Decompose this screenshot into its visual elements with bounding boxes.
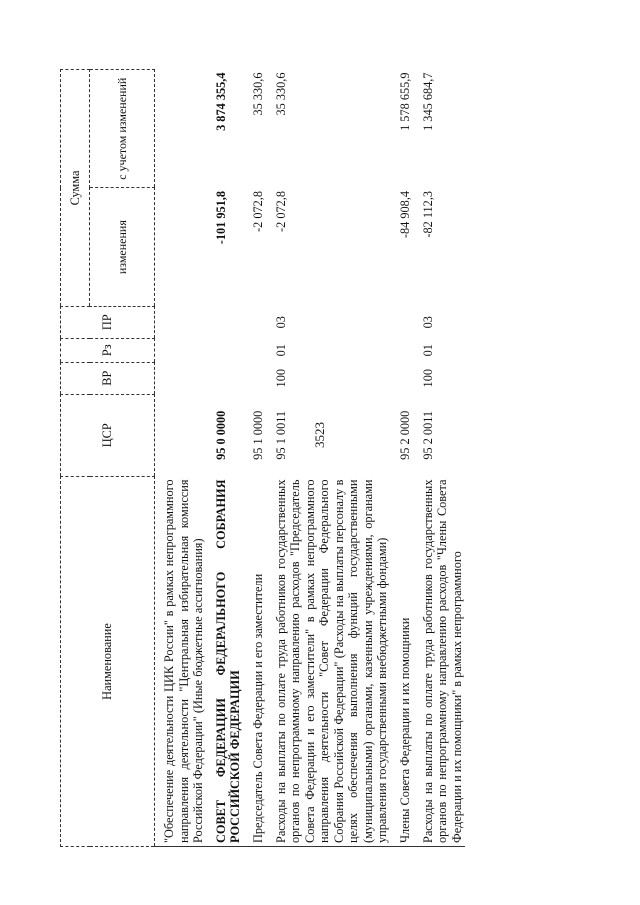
header-row [61, 70, 90, 847]
budget-table [60, 69, 465, 847]
header-csr: ЦСР [61, 394, 155, 476]
header-changes: изменения [90, 188, 155, 306]
row-name: Расходы на выплаты по оплате труда работников государственных органов по непрограммному направлению расходов "Члены Совета Федерации и их помощники" в рамках непрограммного [420, 477, 466, 847]
row-change: -2 072,8 [273, 190, 288, 232]
row-rz [250, 338, 267, 362]
row-pr [397, 306, 414, 338]
row-vr [397, 362, 414, 394]
row-vr: 100 [273, 368, 288, 388]
table-row [250, 70, 267, 847]
row-vr: 100 [420, 368, 435, 388]
row-change [161, 188, 207, 306]
row-name: Расходы на выплаты по оплате труда работников государственных органов по непрограммному направлению расходов "Председатель Совета Федерации и его заместители" в рамках непрограммного направления деятельности "Совет Федерации Федерального Собрания Российской Федерации" (Расходы на выплаты персоналу в целях обеспечения выполнения функций государственными (муниципальными) органами, казенными учреждениями, органами управления государственными внебюджетными фондами) [273, 477, 391, 847]
table-row [161, 70, 207, 847]
page-number: 3523 [312, 422, 327, 448]
row-rz [397, 338, 414, 362]
row-pr: 03 [420, 316, 435, 329]
table-row [397, 70, 414, 847]
row-csr: 95 1 0000 [250, 410, 265, 460]
row-rz [213, 338, 244, 362]
row-change: -2 072,8 [250, 190, 265, 232]
row-csr [161, 394, 207, 476]
header-rz: Рз [61, 338, 155, 362]
row-change: -82 112,3 [420, 190, 435, 238]
row-change: -101 951,8 [213, 190, 228, 245]
row-total: 35 330,6 [273, 72, 288, 116]
row-total: 3 874 355,4 [213, 72, 228, 131]
row-vr [161, 362, 207, 394]
row-total [161, 70, 207, 188]
row-name: Председатель Совета Федерации и его заместители [250, 477, 267, 847]
row-change: -84 908,4 [397, 190, 412, 239]
row-csr: 95 0 0000 [213, 410, 228, 460]
row-vr [250, 362, 267, 394]
row-rz: 01 [273, 344, 288, 357]
row-total: 35 330,6 [250, 72, 265, 116]
row-total: 1 345 684,7 [420, 72, 435, 131]
row-total: 1 578 655,9 [397, 72, 412, 131]
row-pr [161, 306, 207, 338]
row-vr [213, 362, 244, 394]
table-row [213, 70, 244, 847]
row-name: Члены Совета Федерации и их помощники [397, 477, 414, 847]
row-name: "Обеспечение деятельности ЦИК России" в рамках непрограммного направления деятельности "Центральная избирательная комиссия Российской Федерации" (Иные бюджетные ассигнования) [161, 477, 207, 847]
row-csr: 95 1 0011 [273, 410, 288, 460]
row-pr [213, 306, 244, 338]
table-row [420, 70, 466, 847]
row-csr: 95 2 0000 [397, 410, 412, 460]
row-csr: 95 2 0011 [420, 410, 435, 460]
table-row [273, 70, 391, 847]
header-sum: Сумма [61, 70, 90, 307]
header-name: Наименование [61, 477, 155, 847]
row-name: СОВЕТ ФЕДЕРАЦИИ ФЕДЕРАЛЬНОГО СОБРАНИЯ РОССИЙСКОЙ ФЕДЕРАЦИИ [213, 477, 244, 847]
header-pr: ПР [61, 306, 155, 338]
header-with-changes: с учетом изменений [90, 70, 155, 188]
row-pr: 03 [273, 316, 288, 329]
row-rz: 01 [420, 344, 435, 357]
row-pr [250, 306, 267, 338]
header-vr: ВР [61, 362, 155, 394]
row-rz [161, 338, 207, 362]
